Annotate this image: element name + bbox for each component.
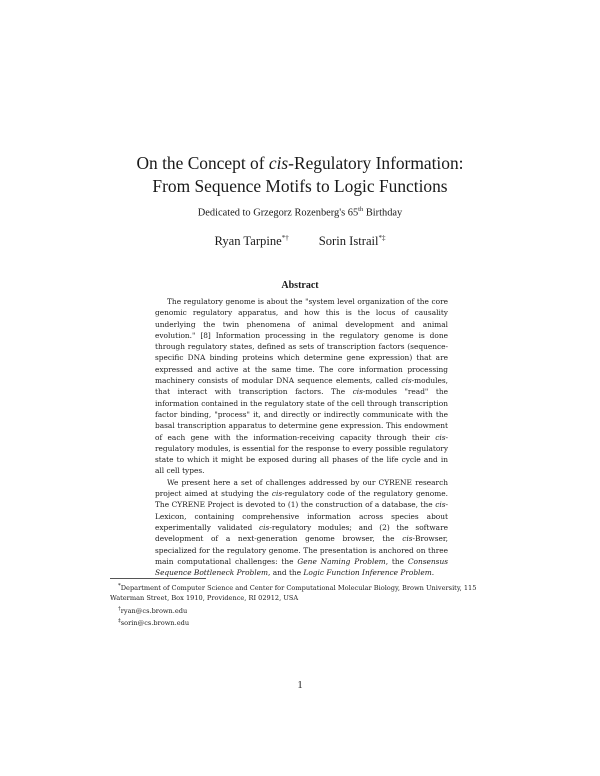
footnote-email: ‡sorin@cs.brown.edu [118,617,190,628]
paper-title [0,152,600,198]
abstract-paragraph: We present here a set of challenges addressed by our CYRENE research project aimed at studying the cis-regulatory code of the regulatory genome. The CYRENE Project is devoted to (1) the construction of a database, the cis-Lexicon, containing comprehensive information across species about experimentally validated cis-regulatory modules; and (2) the software development of a next-generation genome browser, the cis-Browser, specialized for the regulatory genome. The presentation is anchored on three main computational challenges: the Gene Naming Problem, the Consensus Sequence Bottleneck Problem, and the Logic Function Inference Problem. [155,477,449,578]
abstract-heading: Abstract [281,280,319,291]
author: Ryan Tarpine*† [214,234,289,249]
abstract-paragraph: The regulatory genome is about the "system level organization of the core genomic regulatory apparatus, and how this is the locus of causality underlying the twin phenomena of animal development and animal evolution." [8] Information processing in the regulatory genome is done through regulatory states, defined as sets of transcription factors (sequence-specific DNA binding proteins which determine gene expression) that are expressed and active at the same time. The core information processing machinery consists of modular DNA sequence elements, called cis-modules, that interact with transcription factors. The cis-modules "read" the information contained in the regulatory state of the cell through transcription factor binding, "process" it, and directly or indirectly communicate with the basal transcription apparatus to determine gene expression. This endowment of each gene with the information-receiving capacity through their cis-regulatory modules, is essential for the response to every possible regulatory state to which it might be exposed during all phases of the life cycle and in all cell types. [155,297,448,476]
title-line-2: From Sequence Motifs to Logic Functions [152,176,448,196]
dedication: Dedicated to Grzegorz Rozenberg's 65th Birthday [197,206,403,219]
footnote-affiliation: *Department of Computer Science and Center for Computational Molecular Biology, Brown University, 115 Waterman Street, Box 1910, Providence, RI 02912, USA [110,583,477,603]
footnote-divider [110,578,206,579]
abstract-body [155,296,448,578]
footnotes [110,581,495,628]
page-number: 1 [297,680,303,691]
author: Sorin Istrail*‡ [318,234,386,249]
title-line-1: On the Concept of cis-Regulatory Information: [136,153,464,173]
footnote-email: †ryan@cs.brown.edu [118,605,188,615]
author-list [0,234,600,249]
